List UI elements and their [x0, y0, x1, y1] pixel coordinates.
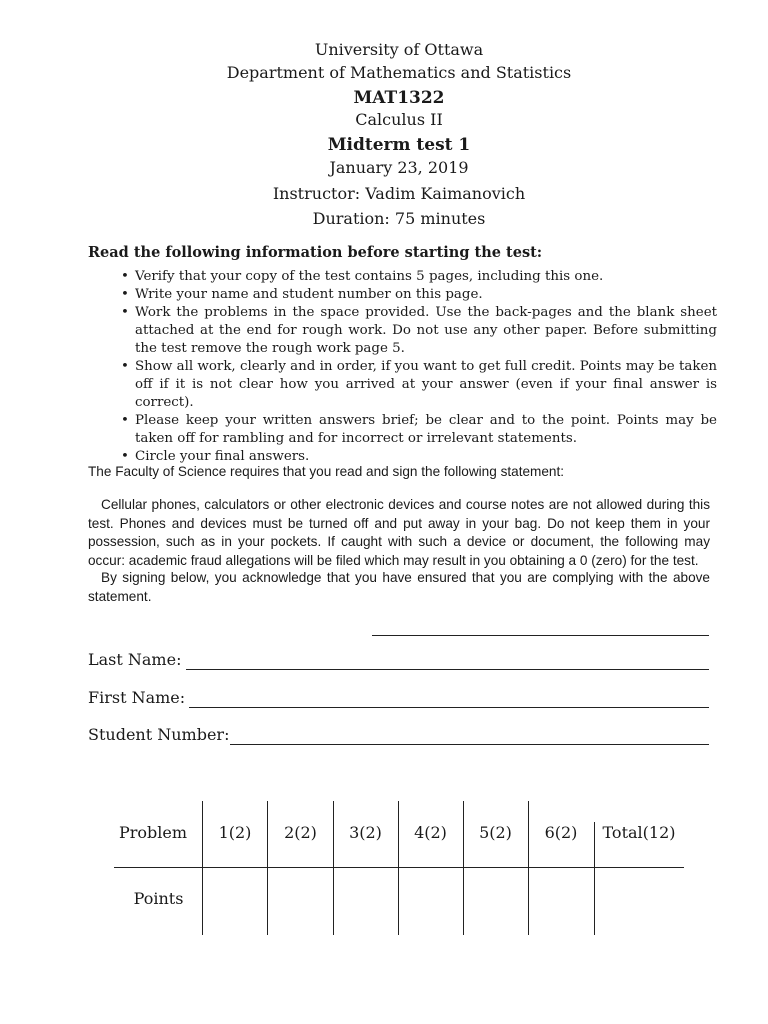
last-name-line[interactable] — [186, 669, 709, 670]
table-divider — [267, 801, 268, 935]
department-name: Department of Mathematics and Statistics — [226, 63, 572, 82]
table-divider — [528, 801, 529, 935]
table-divider — [202, 801, 203, 935]
statement-paragraph-1: Cellular phones, calculators or other electronic devices and course notes are not allowed during this test. Phones and devices must be turned off and put away in your bag. Do not keep them in your possession, such as in your pockets. If caught with such a device or document, the following may occur: academic fraud allegations will be filed which may result in you obtaining a 0 (zero) for the test. — [88, 497, 710, 568]
last-name-label: Last Name: — [88, 650, 182, 669]
points-cell-2[interactable] — [269, 870, 332, 934]
faculty-intro: The Faculty of Science requires that you read and sign the following statement: — [88, 464, 565, 479]
test-date: January 23, 2019 — [329, 158, 469, 177]
list-item: • Please keep your written answers brief; be clear and to the point. Points may be taken off for rambling and for incorrect or irrelevant statements. — [121, 412, 717, 448]
duration: Duration: 75 minutes — [312, 209, 486, 228]
list-item: • Circle your final answers. — [121, 448, 717, 466]
course-code: MAT1322 — [353, 88, 445, 108]
table-header-cell: 2(2) — [284, 823, 317, 842]
list-item: • Write your name and student number on this page. — [121, 286, 717, 304]
list-item: • Show all work, clearly and in order, if you want to get full credit. Points may be taken off if it is not clear how you arrived at your answer (even if your final answer is correct). — [121, 358, 717, 412]
course-name: Calculus II — [355, 110, 443, 129]
table-divider — [333, 801, 334, 935]
table-header-cell: 1(2) — [218, 823, 252, 842]
table-divider — [463, 801, 464, 935]
signature-line[interactable] — [372, 635, 709, 636]
university-name: University of Ottawa — [314, 40, 484, 59]
points-cell-4[interactable] — [400, 870, 462, 934]
table-divider — [398, 801, 399, 935]
points-cell-6[interactable] — [530, 870, 593, 934]
table-header-cell: Total(12) — [602, 823, 676, 842]
first-name-label: First Name: — [88, 688, 186, 707]
problem-row-label: Problem — [118, 823, 188, 842]
first-name-line[interactable] — [189, 707, 709, 708]
student-number-line[interactable] — [230, 744, 709, 745]
points-row-label: Points — [133, 889, 184, 908]
table-header-cell: 6(2) — [544, 823, 578, 842]
points-cell-5[interactable] — [465, 870, 527, 934]
student-number-label: Student Number: — [88, 725, 230, 744]
list-item: • Work the problems in the space provided. Use the back-pages and the blank sheet attached at the end for rough work. Do not use any other paper. Before submitting the test remove the rough work page 5. — [121, 304, 717, 358]
test-title: Midterm test 1 — [327, 135, 471, 155]
points-cell-1[interactable] — [204, 870, 266, 934]
points-cell-total[interactable] — [596, 870, 684, 934]
table-header-cell: 5(2) — [479, 823, 512, 842]
points-cell-3[interactable] — [335, 870, 397, 934]
statement-paragraph-2: By signing below, you acknowledge that you have ensured that you are complying with the above statement. — [88, 570, 710, 604]
instructor: Instructor: Vadim Kaimanovich — [272, 184, 526, 203]
instructions-list — [121, 268, 717, 466]
table-header-cell: 3(2) — [349, 823, 382, 842]
table-header-cell: 4(2) — [414, 823, 447, 842]
table-row-divider — [114, 867, 684, 868]
instructions-heading: Read the following information before starting the test: — [88, 244, 543, 261]
table-divider — [594, 822, 595, 935]
list-item: • Verify that your copy of the test contains 5 pages, including this one. — [121, 268, 717, 286]
